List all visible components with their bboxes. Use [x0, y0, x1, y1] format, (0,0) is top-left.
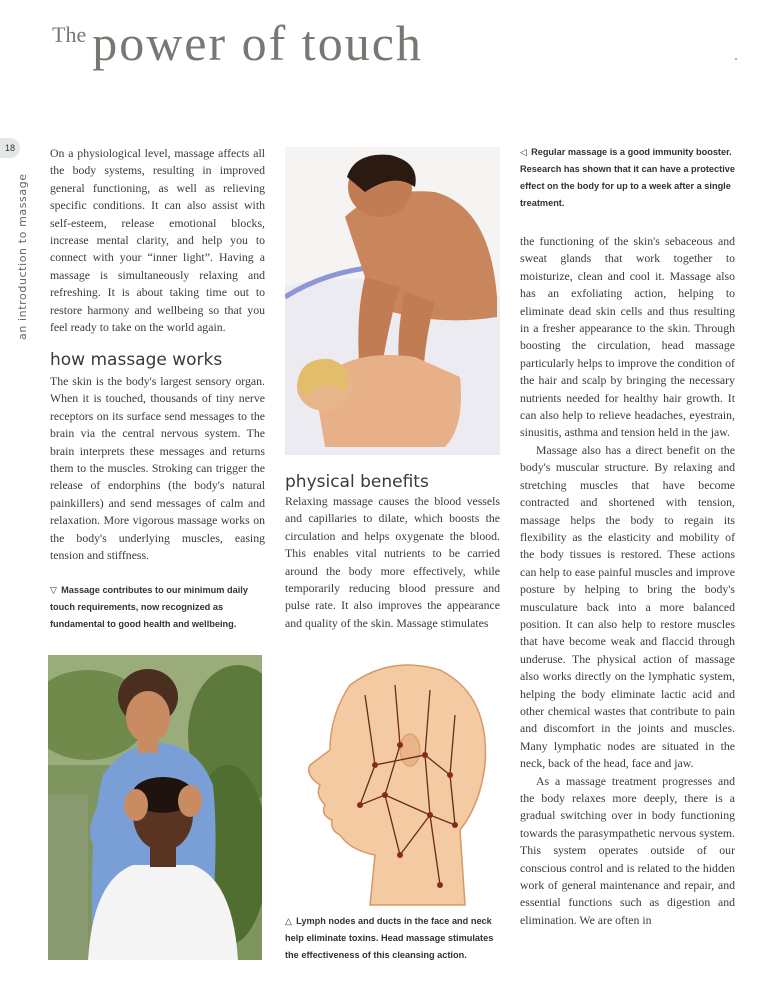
caption-lymph [285, 913, 500, 964]
back-massage-illustration [285, 147, 500, 455]
section-how-massage-works [50, 350, 265, 370]
lymph-illustration [290, 655, 495, 913]
col3-paragraph-1: the functioning of the skin's sebaceous and sweat glands that work together to moisturize, clean and cool it. Massage also has an exfoliating action, helping to eliminate dead skin cells and thus resulting in a fresher appearance to the skin. Through boosting the circulation, head massage particularly helps to improve the condition of the hair and scalp by bringing the necessary nutrients needed for healthy hair growth. It can also help to relieve headaches, eyestrain, sinusitis, asthma and tension held in the jaw. [520, 234, 735, 440]
running-head: an introduction to massage [16, 173, 29, 340]
physical-benefits-paragraph: Relaxing massage causes the blood vessels and capillaries to dilate, which boosts the circulation and helps oxygenate the blood. This enables vital nutrients to be carried around the body more effectively, while temporarily reducing blood pressure and pulse rate. It also improves the appearance and quality of the skin. Massage stimulates [285, 494, 500, 630]
head-massage-illustration [48, 655, 262, 960]
col3-text [520, 233, 735, 929]
down-triangle-icon: ▽ [50, 585, 58, 595]
lymph-diagram [290, 655, 495, 913]
col3-paragraph-3: As a massage treatment progresses and the body relaxes more deeply, there is a gradual switching over in body functioning towards the parasympathetic nervous system. This system operates outside of our conscious control and is related to the hidden work of general maintenance and repair, and essential functions such as digestion and elimination. We are often in [520, 773, 735, 927]
physical-benefits-text [285, 493, 500, 632]
left-triangle-icon: ◁ [520, 147, 528, 157]
intro-text-block [50, 145, 265, 336]
page-number: 18 [0, 138, 20, 158]
title-prefix: The [52, 22, 87, 47]
caption-lymph-text: Lymph nodes and ducts in the face and neck help eliminate toxins. Head massage stimulates the effectiveness of this cleansing action. [285, 916, 494, 960]
caption-touch [50, 582, 265, 633]
head-massage-photo [48, 655, 262, 960]
back-massage-photo [285, 147, 500, 455]
how-massage-works-text [50, 373, 265, 564]
intro-paragraph: On a physiological level, massage affects all the body systems, resulting in improved general functioning, as well as relieving specific conditions. It can also assist with self-esteem, release emotional blocks, increase mental clarity, and help you to connect with your “inner light”. Having a massage is simultaneously relaxing and refreshing. It is about taking time out to restore harmony and wellbeing so that you feel ready to take on the world again. [50, 146, 265, 335]
section-physical-benefits [285, 472, 500, 492]
caption-immunity-text: Regular massage is a good immunity booster. Research has shown that it can have a protective effect on the body for up to a week after a single treatment. [520, 147, 735, 208]
col3-paragraph-2: Massage also has a direct benefit on the body's muscular structure. By relaxing and stretching muscles that have become contracted and shortened with tension, massage helps the body to regain its flexibility as the elasticity and mobility of the body tissues is restored. These actions can help to ease painful muscles and improve posture by helping to bring the body's musculature back into a more balanced position. It can also help to restore muscles that have become weak and flaccid through underuse. The physical action of massage also works directly on the lymphatic system, helping the body eliminate lactic acid and other chemical wastes that contribute to pain and discomfort in the joints and muscles. Many lymphatic nodes are situated in the neck, back of the head, face and jaw. [520, 442, 735, 771]
page-title [52, 14, 652, 74]
heading-how-massage-works: how massage works [50, 350, 223, 370]
title-main: power of touch [92, 15, 423, 71]
caption-touch-text: Massage contributes to our minimum daily touch requirements, now recognized as fundamental to good health and wellbeing. [50, 585, 248, 629]
up-triangle-icon: △ [285, 916, 293, 926]
heading-physical-benefits: physical benefits [285, 472, 429, 492]
how-massage-works-paragraph: The skin is the body's largest sensory organ. When it is touched, thousands of tiny nerve receptors on its surface send messages to the brain via the central nervous system. The brain interprets these messages and returns them to the muscles. Stroking can trigger the release of endorphins (the body's natural painkillers) and send messages of calm and relaxation. More vigorous massage works on the body's underlying muscles, easing tension and stiffness. [50, 374, 265, 563]
decorative-dot [735, 58, 737, 60]
caption-immunity [520, 144, 735, 212]
